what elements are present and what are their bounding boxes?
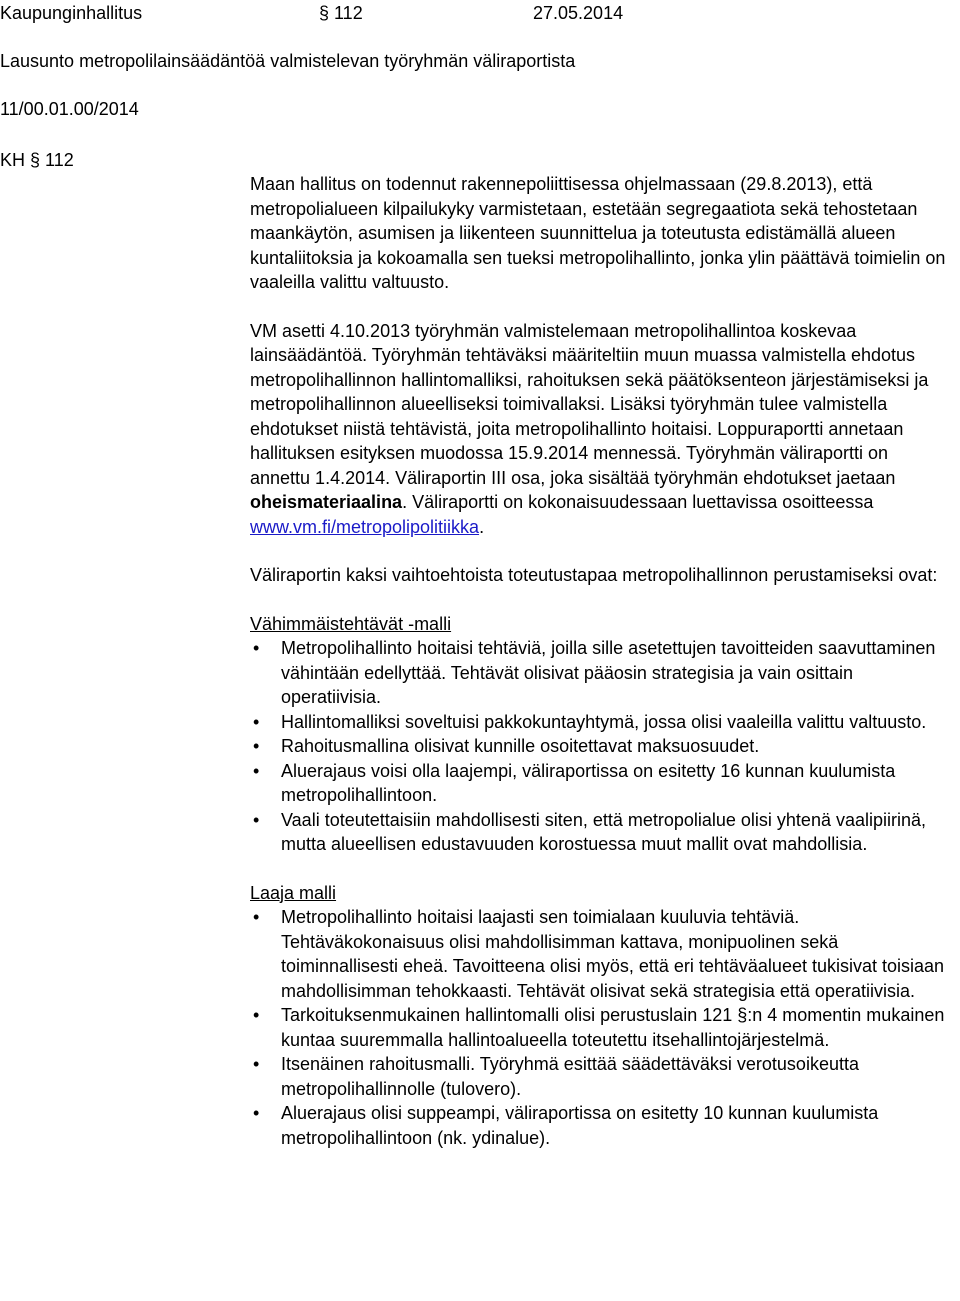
assignment-text: VM asetti 4.10.2013 työryhmän valmistelemaan metropolihallintoa koskevaa lainsäädäntöä. Työryhmän tehtäväksi määriteltiin muun muassa valmistella ehdotus metropolihallinnon hallintomalliksi, rahoituksen sekä päätöksenteon järjestämiseksi ja metropolihallinnon alueelliseksi toimivallaksi. Lisäksi työryhmän tulee valmistella ehdotukset niistä tehtävistä, joita metropolihallinto hoitaisi. Loppuraportti annetaan hallituksen esityksen muodossa 15.9.2014 mennessä. Työryhmän väliraportti on annettu 1.4.2014. Väliraportin III osa, joka sisältää työryhmän ehdotukset jaetaan [250, 320, 929, 488]
subject-title: Lausunto metropolilainsäädäntöä valmistelevan työryhmän väliraportista [0, 51, 576, 71]
assignment-paragraph [250, 319, 950, 540]
assignment-text-end: . [479, 516, 485, 537]
meeting-date: 27.05.2014 [533, 3, 624, 23]
case-number: 11/00.01.00/2014 [0, 99, 139, 119]
broad-model-title: Laaja malli [250, 882, 337, 903]
list-item: • Aluerajaus olisi suppeampi, väliraportissa on esitetty 10 kunnan kuulumista metropolihallintoon (nk. ydinalue). [250, 1101, 950, 1150]
list-item: • Metropolihallinto hoitaisi tehtäviä, joilla sille asetettujen tavoitteiden saavuttaminen vähintään edellyttää. Tehtävät olisivat pääosin strategisia ja vain osittain operatiivisia. [250, 636, 950, 710]
assignment-text-cont: . Väliraportti on kokonaisuudessaan luettavissa osoitteessa [402, 492, 874, 512]
list-item: • Vaali toteutettaisiin mahdollisesti siten, että metropolialue olisi yhtenä vaalipiirinä, mutta alueellisen edustavuuden korostuessa muut mallit ovat mahdollisia. [250, 808, 950, 857]
document-body [250, 172, 950, 1150]
report-link[interactable]: www.vm.fi/metropolipolitiikka [250, 516, 480, 537]
attachment-label: oheismateriaalina [250, 492, 403, 512]
list-item: • Metropolihallinto hoitaisi laajasti sen toimialaan kuuluvia tehtäviä. Tehtäväkokonaisuus olisi mahdollisimman kattava, monipuolinen sekä toiminnallisesti eheä. Tavoitteena olisi myös, että eri tehtäväalueet tukisivat toisiaan mahdollisimman tehokkaasti. Tehtävät olisivat sekä strategisia että operatiivisia. [250, 905, 950, 1003]
list-item: • Itsenäinen rahoitusmalli. Työryhmä esittää säädettäväksi verotusoikeutta metropolihallinnolle (tulovero). [250, 1052, 950, 1101]
list-item: • Aluerajaus voisi olla laajempi, väliraportissa on esitetty 16 kunnan kuulumista metropolihallintoon. [250, 759, 950, 808]
body-short-ref: KH § 112 [0, 150, 74, 170]
minimal-model-list [250, 636, 950, 857]
list-item: • Tarkoituksenmukainen hallintomalli olisi perustuslain 121 §:n 4 momentin mukainen kuntaa suuremmalla hallintoalueella toteutettu itsehallintojärjestelmä. [250, 1003, 950, 1052]
intro-paragraph: Maan hallitus on todennut rakennepoliittisessa ohjelmassaan (29.8.2013), että metropolialueen kilpailukyky varmistetaan, estetään segregaatiota sekä tehostetaan maankäytön, asumisen ja liikenteen suunnittelua ja toteutusta edistämällä alueen kuntaliitoksia ja kokoamalla sen tueksi metropolihallinto, jonka ylin päättävä toimielin on vaaleilla valittu valtuusto. [250, 174, 946, 292]
list-item: • Rahoitusmallina olisivat kunnille osoitettavat maksuosuudet. [250, 734, 950, 759]
paragraph-number: § 112 [319, 3, 363, 23]
broad-model-list [250, 905, 950, 1150]
list-item: • Hallintomalliksi soveltuisi pakkokuntayhtymä, jossa olisi vaaleilla valittu valtuusto. [250, 710, 950, 735]
minimal-model-section [250, 612, 950, 857]
broad-model-section [250, 881, 950, 1151]
body-name: Kaupunginhallitus [0, 3, 143, 23]
alternatives-paragraph: Väliraportin kaksi vaihtoehtoista toteutustapaa metropolihallinnon perustamiseksi ovat: [250, 565, 938, 585]
minimal-model-title: Vähimmäistehtävät -malli [250, 613, 452, 634]
